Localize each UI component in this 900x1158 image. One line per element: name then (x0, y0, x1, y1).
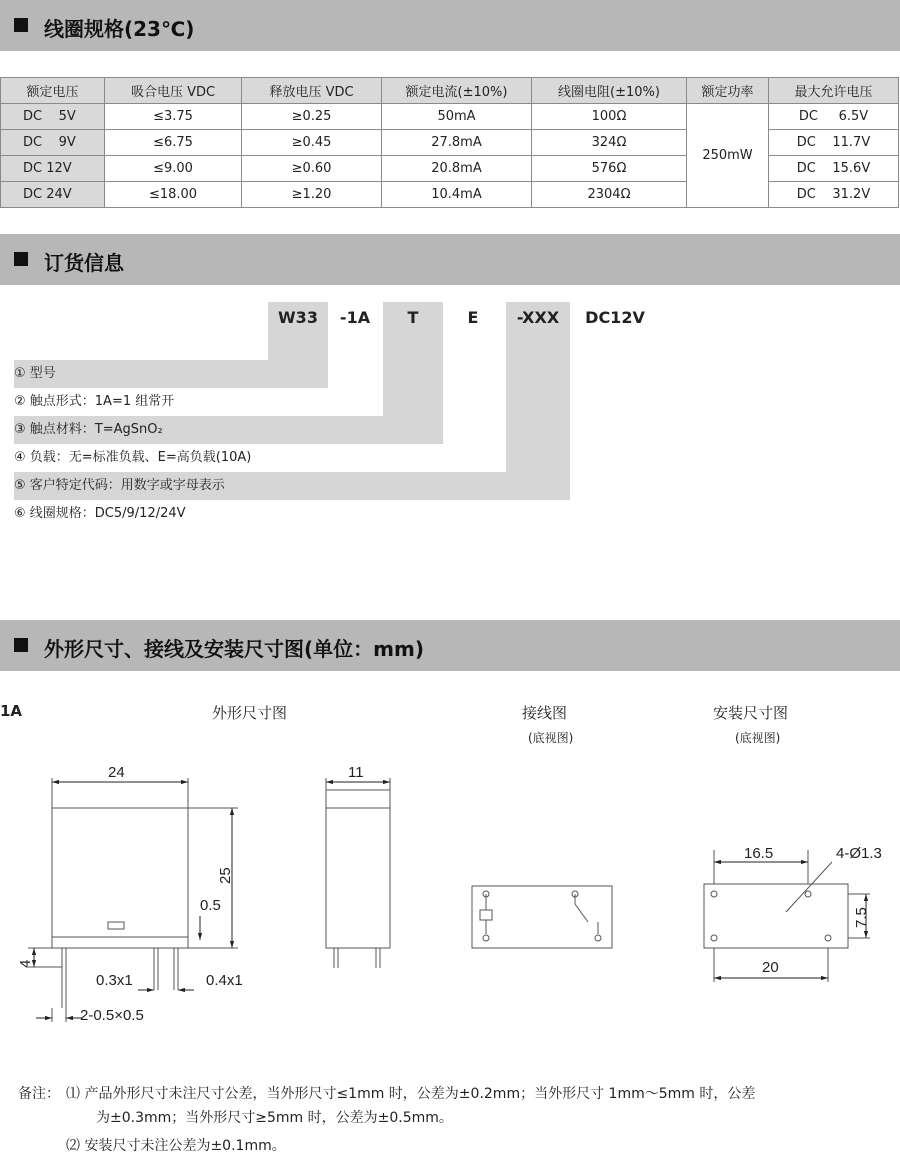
table-cell: 10.4mA (382, 182, 532, 208)
table-header: 吸合电压 VDC (105, 78, 242, 104)
table-header-row (1, 78, 899, 104)
section-header-order (0, 234, 900, 285)
section-bullet (14, 18, 28, 32)
mount-subtitle: (底视图) (735, 731, 781, 745)
table-cell: ≥0.25 (242, 104, 382, 130)
table-cell: 100Ω (532, 104, 687, 130)
wiring-subtitle: (底视图) (528, 731, 574, 745)
order-item: ② 触点形式：1A=1 组常开 (14, 394, 175, 409)
table-header: 最大允许电压 (769, 78, 899, 104)
dim-width: 24 (108, 764, 125, 781)
table-cell: ≥0.60 (242, 156, 382, 182)
section-bullet (14, 252, 28, 266)
section-title: 外形尺寸、接线及安装尺寸图(单位：mm) (44, 637, 424, 661)
table-cell: DC 24V (1, 182, 105, 208)
order-code: DC12V (585, 308, 645, 327)
table-cell: 576Ω (532, 156, 687, 182)
table-cell: 2304Ω (532, 182, 687, 208)
table-header: 线圈电阻(±10%) (532, 78, 687, 104)
table-cell: DC 31.2V (769, 182, 899, 208)
dim-height: 25 (217, 867, 234, 884)
table-header: 额定电压 (1, 78, 105, 104)
order-bar (14, 360, 328, 388)
order-code: T (407, 308, 419, 327)
table-cell: ≤6.75 (105, 130, 242, 156)
order-item: ⑤ 客户特定代码：用数字或字母表示 (14, 478, 225, 493)
relay-front-body (52, 808, 188, 948)
table-cell: 50mA (382, 104, 532, 130)
mount-diagram-box (704, 884, 848, 948)
dim-pin-length: 4 (17, 959, 34, 968)
order-code: E (467, 308, 479, 327)
section-title: 订货信息 (44, 251, 124, 275)
wiring-title: 接线图 (522, 704, 568, 722)
order-item: ⑥ 线圈规格：DC5/9/12/24V (14, 506, 186, 521)
variant-label: 1A (0, 702, 23, 720)
mount-title: 安装尺寸图 (713, 704, 789, 722)
dim-mount-bottom: 20 (762, 959, 779, 976)
table-header: 释放电压 VDC (242, 78, 382, 104)
dim-pin-c: 2-0.5×0.5 (80, 1007, 144, 1024)
coil-spec-table (0, 77, 899, 208)
order-code: -1A (339, 308, 371, 327)
wiring-diagram-box (472, 886, 612, 948)
note-1: ⑴ 产品外形尺寸未注尺寸公差，当外形尺寸≤1mm 时，公差为±0.2mm；当外形尺寸 1mm～5mm 时，公差 (66, 1086, 756, 1102)
table-cell: ≥1.20 (242, 182, 382, 208)
order-item: ① 型号 (14, 366, 56, 381)
table-header: 额定电流(±10%) (382, 78, 532, 104)
table-cell: ≥0.45 (242, 130, 382, 156)
outline-title: 外形尺寸图 (212, 704, 288, 722)
table-cell: DC 15.6V (769, 156, 899, 182)
relay-side-body (326, 790, 390, 948)
table-cell: DC 9V (1, 130, 105, 156)
order-item: ④ 负载：无=标准负载、E=高负载(10A) (14, 450, 252, 465)
dim-pin-b: 0.4x1 (206, 972, 243, 989)
notes-label: 备注： (18, 1086, 60, 1102)
dim-mount-top: 16.5 (744, 845, 774, 862)
dim-pin-a: 0.3x1 (96, 972, 133, 989)
dim-depth: 11 (348, 764, 364, 781)
dim-gap: 0.5 (200, 897, 221, 914)
order-item: ③ 触点材料：T=AgSnO₂ (14, 422, 163, 437)
table-cell: DC 5V (1, 104, 105, 130)
order-code: W33 (278, 308, 318, 327)
table-cell: ≤3.75 (105, 104, 242, 130)
order-code: -XXX (516, 308, 560, 327)
table-cell: DC 12V (1, 156, 105, 182)
table-row (1, 104, 899, 130)
dimension-drawings (0, 740, 900, 1040)
note-2: ⑵ 安装尺寸未注公差为±0.1mm。 (66, 1138, 286, 1154)
table-header: 额定功率 (687, 78, 769, 104)
table-cell: ≤9.00 (105, 156, 242, 182)
section-header-coil (0, 0, 900, 51)
dim-mount-side: 7.5 (853, 907, 870, 928)
table-cell: DC 6.5V (769, 104, 899, 130)
section-bullet (14, 638, 28, 652)
table-cell-power: 250mW (687, 104, 769, 208)
table-cell: DC 11.7V (769, 130, 899, 156)
section-header-dims (0, 620, 900, 671)
section-title: 线圈规格(23℃) (44, 17, 195, 41)
table-cell: 324Ω (532, 130, 687, 156)
table-cell: 27.8mA (382, 130, 532, 156)
table-cell: ≤18.00 (105, 182, 242, 208)
dim-mount-hole: 4-Ø1.3 (836, 845, 882, 862)
note-1-cont: 为±0.3mm；当外形尺寸≥5mm 时，公差为±0.5mm。 (96, 1110, 453, 1126)
table-cell: 20.8mA (382, 156, 532, 182)
